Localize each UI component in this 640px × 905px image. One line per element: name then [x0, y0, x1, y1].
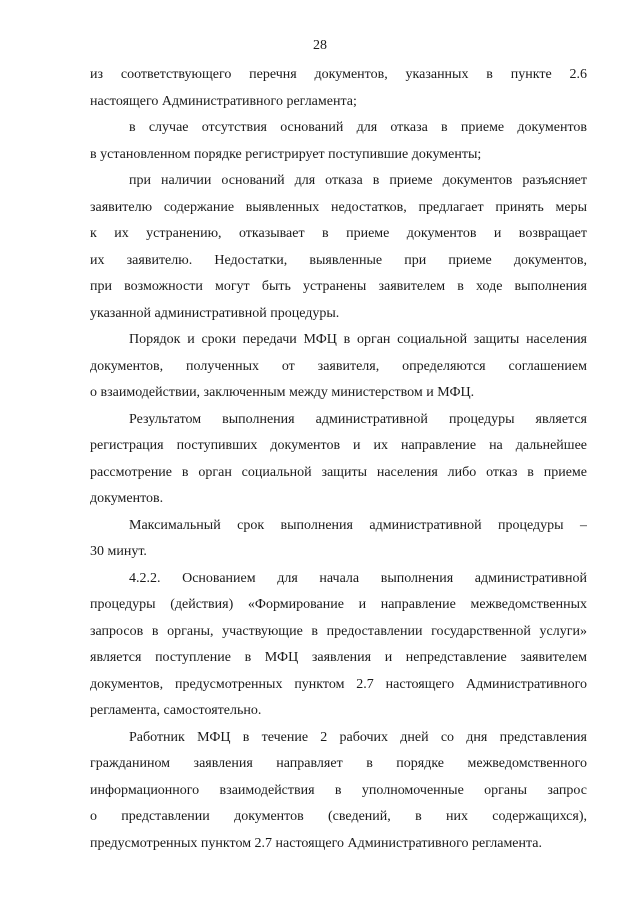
- text-line: о взаимодействии, заключенным между министерством и МФЦ.: [90, 385, 475, 400]
- text-line: указанной административной процедуры.: [90, 305, 340, 321]
- text-line: 4.2.2. Основанием для начала выполнения административной: [129, 570, 587, 586]
- text-line: при наличии оснований для отказа в приеме документов разъясняет: [129, 173, 587, 188]
- text-line: из соответствующего перечня документов, указанных в пункте 2.6: [90, 67, 587, 82]
- text-line: 30 минут.: [90, 544, 147, 559]
- text-line: в случае отсутствия оснований для отказа в приеме документов: [129, 120, 587, 135]
- text-line: информационного взаимодействия в уполномоченные органы запрос: [90, 782, 587, 798]
- text-line: запросов в органы, участвующие в предоставлении государственной услуги»: [90, 623, 587, 639]
- text-line: о представлении документов (сведений, в них содержащихся),: [90, 809, 587, 824]
- text-line: в установленном порядке регистрирует поступившие документы;: [90, 146, 482, 162]
- document-body: [90, 62, 587, 857]
- text-line: Максимальный срок выполнения административной процедуры –: [129, 517, 587, 533]
- text-line: Результатом выполнения административной процедуры является: [129, 411, 587, 427]
- text-line: является поступление в МФЦ заявления и непредставление заявителем: [90, 650, 587, 665]
- text-line: предусмотренных пунктом 2.7 настоящего Административного регламента.: [90, 835, 543, 851]
- text-line: настоящего Административного регламента;: [90, 93, 357, 109]
- text-line: гражданином заявления направляет в порядке межведомственного: [90, 756, 587, 771]
- text-line: регистрация поступивших документов и их направление на дальнейшее: [90, 438, 587, 453]
- text-line: рассмотрение в орган социальной защиты населения либо отказ в приеме: [90, 464, 587, 480]
- text-line: заявителю содержание выявленных недостатков, предлагает принять меры: [90, 199, 587, 215]
- text-line: документов.: [90, 491, 164, 506]
- text-line: их заявителю. Недостатки, выявленные при приеме документов,: [90, 252, 587, 268]
- text-line: Работник МФЦ в течение 2 рабочих дней со дня представления: [129, 729, 587, 745]
- text-line: при возможности могут быть устранены заявителем в ходе выполнения: [90, 279, 587, 294]
- text-line: процедуры (действия) «Формирование и направление межведомственных: [90, 597, 587, 612]
- text-line: к их устранению, отказывает в приеме документов и возвращает: [90, 226, 587, 241]
- text-line: документов, полученных от заявителя, определяются соглашением: [90, 358, 587, 374]
- page-number: 28: [313, 38, 327, 53]
- text-line: документов, предусмотренных пунктом 2.7 настоящего Административного: [90, 676, 587, 692]
- text-line: регламента, самостоятельно.: [90, 703, 262, 718]
- text-line: Порядок и сроки передачи МФЦ в орган социальной защиты населения: [129, 332, 587, 347]
